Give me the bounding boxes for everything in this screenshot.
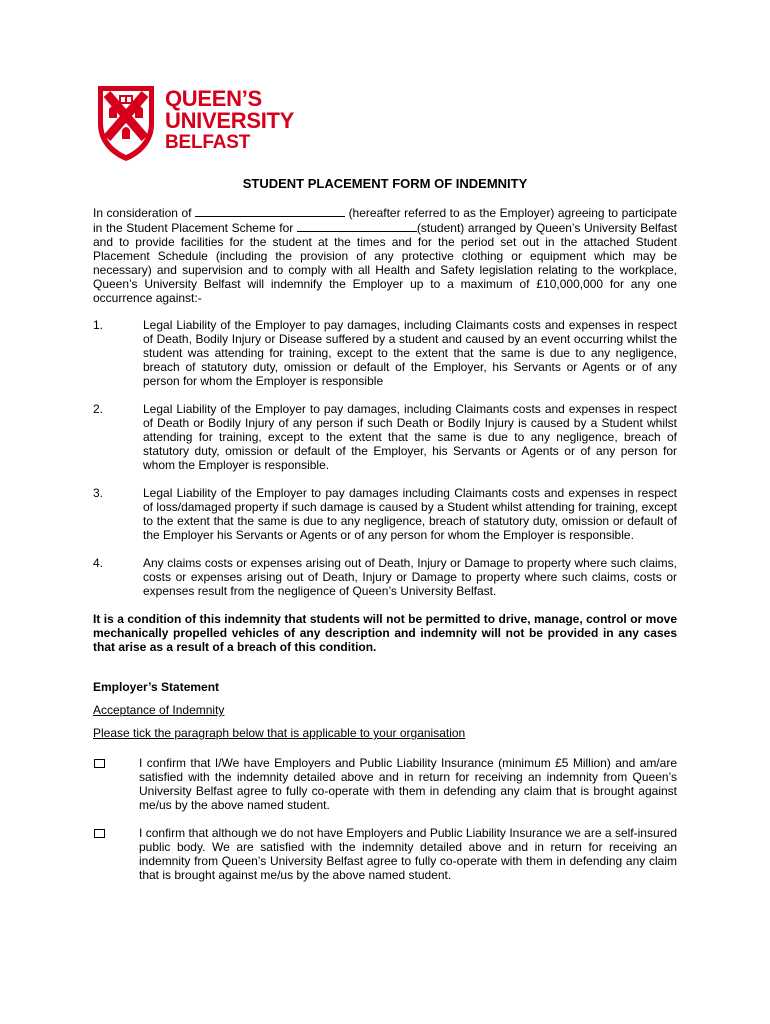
condition-paragraph: It is a condition of this indemnity that students will not be permitted to drive, manage, control or move mechanically propelled vehicles of any description and indemnity will not be provided in any cases that arise as a result of a breach of this condition.: [93, 612, 677, 654]
option-text: I confirm that although we do not have Employers and Public Liability Insurance we are a self-insured public body. We are satisfied with the indemnity detailed above and in return for receiving an indemnity from Queen’s University Belfast agree to fully co-operate with them in defending any claim that is brought against me/us by the above named student.: [139, 826, 677, 882]
option-text: I confirm that I/We have Employers and Public Liability Insurance (minimum £5 Million) and am/are satisfied with the indemnity detailed above and in return for receiving an indemnity from Queen’s University Belfast agree to fully co-operate with them in defending any claim that is brought against me/us by the above named student.: [139, 756, 677, 812]
item-number: 4.: [93, 556, 104, 570]
intro-part-1: In consideration of: [93, 206, 192, 220]
item-number: 3.: [93, 486, 104, 500]
statement-option-insured: [93, 756, 677, 812]
item-text: Legal Liability of the Employer to pay damages, including Claimants costs and expenses in respect of Death or Bodily Injury of any person if such Death or Bodily Injury is caused by a Student whilst attending for training, except to the extent that the same is due to any negligence, breach of statutory duty, omission or default of the Employer, his Servants or Agents or of any person for whom the Employer is responsible.: [143, 402, 677, 472]
item-text: Legal Liability of the Employer to pay damages including Claimants costs and expenses in respect of loss/damaged property if such damage is caused by a Student whilst attending for training, except to the extent that the same is due to any negligence, breach of statutory duty, omission or default of the Employer his Servants or Agents or of any person for whom the Employer is responsible.: [143, 486, 677, 542]
logo-line-belfast: BELFAST: [165, 132, 251, 153]
crest-icon: [95, 84, 157, 162]
document-body: [93, 205, 677, 896]
statement-options: [93, 756, 677, 882]
intro-part-2: (hereafter referred to as the Employer) agreeing to participate in the Student Placement Scheme for: [93, 206, 678, 235]
statement-option-self-insured: [93, 826, 677, 882]
logo-line-university: UNIVERSITY: [165, 108, 295, 133]
list-item: [93, 318, 677, 388]
intro-paragraph: [93, 205, 677, 305]
university-logo: [95, 84, 295, 164]
intro-part-3: (student) arranged by Queen’s University Belfast and to provide facilities for the student at the times and for the period set out in the attached Student Placement Schedule (including the provision of any protective clothing or equipment which may be necessary) and supervision and to comply with all Health and Safety legislation relating to the workplace, Queen’s University Belfast will indemnify the Employer up to a maximum of £10,000,000 for any one occurrence against:-: [93, 221, 677, 305]
self-insured-checkbox[interactable]: [94, 829, 105, 838]
list-item: [93, 556, 677, 598]
page-title: STUDENT PLACEMENT FORM OF INDEMNITY: [242, 176, 528, 191]
list-item: [93, 402, 677, 472]
item-number: 1.: [93, 318, 104, 332]
list-item: [93, 486, 677, 542]
item-number: 2.: [93, 402, 104, 416]
item-text: Any claims costs or expenses arising out of Death, Injury or Damage to property where such claims, costs or expenses arising out of Death, Injury or Damage to property where such claims, costs or expenses result from the negligence of Queen’s University Belfast.: [143, 556, 677, 598]
indemnity-list: [93, 318, 677, 598]
employer-name-blank[interactable]: [195, 205, 345, 217]
employer-statement-heading: Employer’s Statement: [93, 680, 220, 694]
acceptance-heading: Acceptance of Indemnity: [93, 703, 225, 717]
tick-instruction: Please tick the paragraph below that is applicable to your organisation: [93, 726, 466, 740]
insured-checkbox[interactable]: [94, 759, 105, 768]
logo-line-queens: QUEEN’S: [165, 86, 262, 111]
logo-wordmark: [165, 88, 294, 154]
student-name-blank[interactable]: [297, 220, 417, 232]
item-text: Legal Liability of the Employer to pay damages, including Claimants costs and expenses in respect of Death, Bodily Injury or Disease suffered by a student and caused by an event occurring whilst the student was attending for training, except to the extent that the same is due to any negligence, breach of statutory duty, omission or default of the Employer, his Servants or Agents or of any person for whom the Employer is responsible: [143, 318, 677, 388]
